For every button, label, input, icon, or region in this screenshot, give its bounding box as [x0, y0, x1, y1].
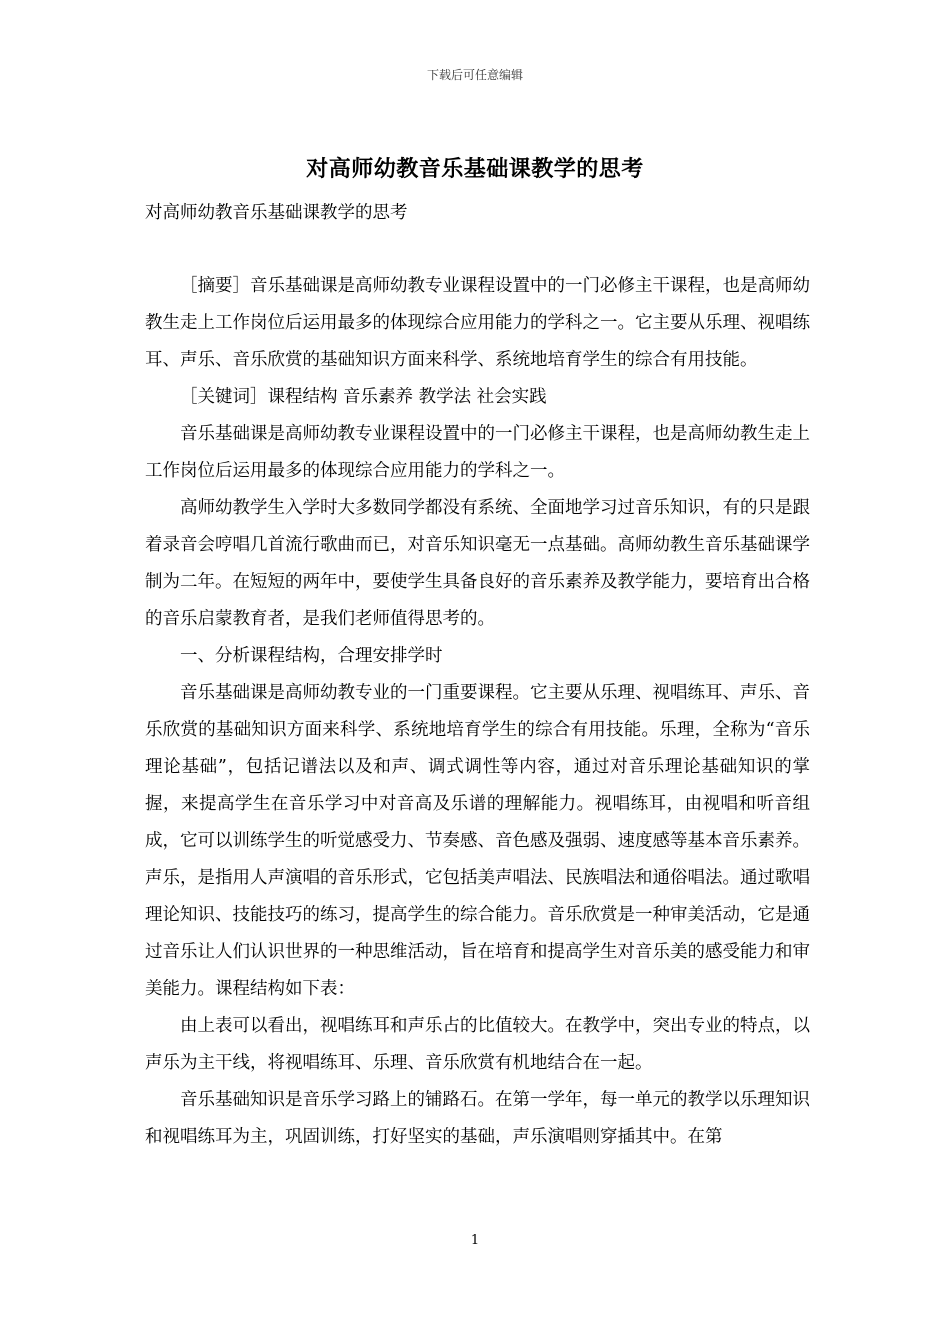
paragraph-intro: 音乐基础课是高师幼教专业课程设置中的一门必修主干课程，也是高师幼教生走上工作岗位后运用最多的体现综合应用能力的学科之一。	[145, 424, 810, 481]
document-title: 对高师幼教音乐基础课教学的思考	[306, 156, 644, 182]
paragraph-table-analysis: 由上表可以看出，视唱练耳和声乐占的比值较大。在教学中，突出专业的特点，以声乐为主干线，将视唱练耳、乐理、音乐欣赏有机地结合在一起。	[145, 1016, 810, 1073]
paragraph-background: 高师幼教学生入学时大多数同学都没有系统、全面地学习过音乐知识，有的只是跟着录音会哼唱几首流行歌曲而已，对音乐知识毫无一点基础。高师幼教生音乐基础课学制为二年。在短短的两年中，要使学生具备良好的音乐素养及教学能力，要培育出合格的音乐启蒙教育者，是我们老师值得思考的。	[145, 498, 810, 629]
page-header-note: 下载后可任意编辑	[426, 68, 523, 82]
document-subtitle: 对高师幼教音乐基础课教学的思考	[145, 203, 408, 223]
paragraph-course-structure: 音乐基础课是高师幼教专业的一门重要课程。它主要从乐理、视唱练耳、声乐、音乐欣赏的基础知识方面来科学、系统地培育学生的综合有用技能。乐理，全称为“音乐理论基础”，包括记谱法以及和声、调式调性等内容，通过对音乐理论基础知识的掌握，来提高学生在音乐学习中对音高及乐谱的理解能力。视唱练耳，由视唱和听音组成，它可以训练学生的听觉感受力、节奏感、音色感及强弱、速度感等基本音乐素养。声乐，是指用人声演唱的音乐形式，它包括美声唱法、民族唱法和通俗唱法。通过歌唱理论知识、技能技巧的练习，提高学生的综合能力。音乐欣赏是一种审美活动，它是通过音乐让人们认识世界的一种思维活动，旨在培育和提高学生对音乐美的感受能力和审美能力。课程结构如下表：	[145, 683, 810, 999]
paragraph-foundation: 音乐基础知识是音乐学习路上的铺路石。在第一学年，每一单元的教学以乐理知识和视唱练耳为主，巩固训练，打好坚实的基础，声乐演唱则穿插其中。在第	[145, 1090, 810, 1147]
paragraph-abstract: ［摘要］音乐基础课是高师幼教专业课程设置中的一门必修主干课程，也是高师幼教生走上工作岗位后运用最多的体现综合应用能力的学科之一。它主要从乐理、视唱练耳、声乐、音乐欣赏的基础知识方面来科学、系统地培育学生的综合有用技能。	[145, 276, 810, 370]
document-body	[145, 268, 810, 1156]
paragraph-keywords: ［关键词］课程结构 音乐素养 教学法 社会实践	[180, 387, 547, 407]
section-heading: 一、分析课程结构，合理安排学时	[180, 646, 443, 666]
page-number: 1	[470, 1233, 480, 1248]
